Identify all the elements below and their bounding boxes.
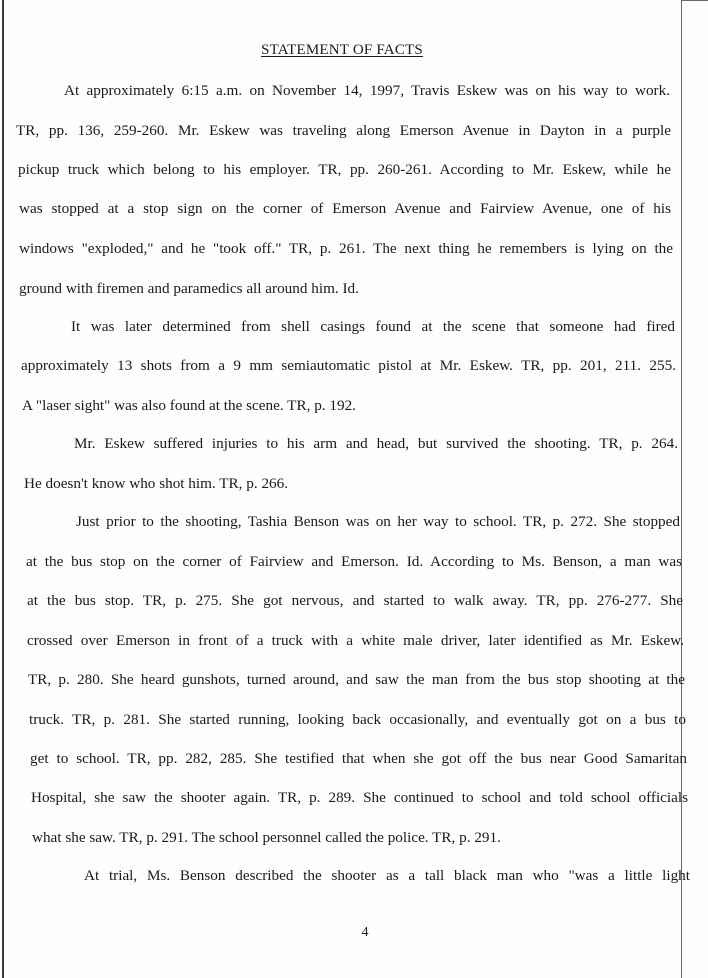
text-line: At approximately 6:15 a.m. on November 14, 1997, Travis Eskew was on his way to work. xyxy=(64,82,670,99)
text-line: approximately 13 shots from a 9 mm semiautomatic pistol at Mr. Eskew. TR, pp. 201, 211. 255. xyxy=(21,357,676,374)
text-line: was stopped at a stop sign on the corner of Emerson Avenue and Fairview Avenue, one of his xyxy=(19,200,671,217)
text-line: A "laser sight" was also found at the scene. TR, p. 192. xyxy=(22,397,356,414)
text-line: get to school. TR, pp. 282, 285. She testified that when she got off the bus near Good Samaritan xyxy=(30,750,687,767)
page-title: STATEMENT OF FACTS xyxy=(261,42,423,58)
scan-edge-left xyxy=(2,0,4,978)
text-line: at the bus stop on the corner of Fairview and Emerson. Id. According to Ms. Benson, a man was xyxy=(26,553,682,570)
text-line: He doesn't know who shot him. TR, p. 266. xyxy=(24,475,289,492)
text-line: crossed over Emerson in front of a truck with a white male driver, later identified as Mr. Eskew. xyxy=(27,632,684,649)
scan-edge-top xyxy=(681,0,708,1)
text-line: at the bus stop. TR, p. 275. She got nervous, and started to walk away. TR, pp. 276-277. She xyxy=(27,592,683,609)
text-line: Just prior to the shooting, Tashia Benson was on her way to school. TR, p. 272. She stopped xyxy=(76,513,680,530)
text-line: Hospital, she saw the shooter again. TR, p. 289. She continued to school and told school officials xyxy=(31,789,688,806)
text-line: It was later determined from shell casings found at the scene that someone had fired xyxy=(71,318,675,335)
text-line: At trial, Ms. Benson described the shooter as a tall black man who "was a little light xyxy=(84,867,690,884)
text-line: ground with firemen and paramedics all around him. Id. xyxy=(19,280,359,297)
text-line: Mr. Eskew suffered injuries to his arm and head, but survived the shooting. TR, p. 264. xyxy=(74,435,678,452)
text-line: truck. TR, p. 281. She started running, looking back occasionally, and eventually got on a bus to xyxy=(29,711,686,728)
text-line: what she saw. TR, p. 291. The school personnel called the police. TR, p. 291. xyxy=(32,829,501,846)
text-line: pickup truck which belong to his employer. TR, pp. 260-261. According to Mr. Eskew, while he xyxy=(18,161,671,178)
text-line: TR, p. 280. She heard gunshots, turned around, and saw the man from the bus stop shooting at the xyxy=(28,671,685,688)
text-line: TR, pp. 136, 259-260. Mr. Eskew was traveling along Emerson Avenue in Dayton in a purple xyxy=(16,122,671,139)
page-number: 4 xyxy=(361,925,369,940)
text-line: windows "exploded," and he "took off." TR, p. 261. The next thing he remembers is lying on the xyxy=(19,240,673,257)
